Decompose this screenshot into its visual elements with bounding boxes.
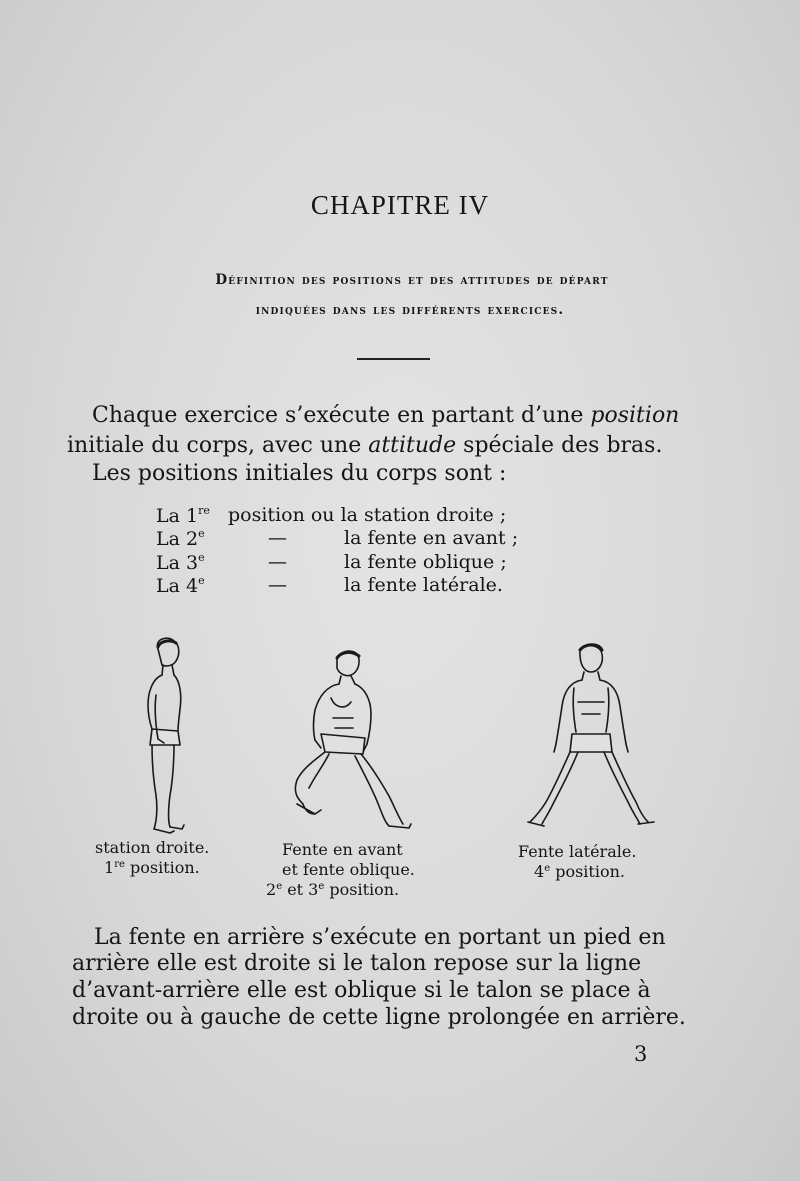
caption-2-line-1: Fente en avant — [282, 840, 403, 859]
position-3-label: La 3e — [156, 551, 205, 574]
caption-1-line-1: station droite. — [95, 838, 210, 857]
position-2-dash: — — [268, 527, 287, 549]
chapter-title: CHAPITRE IV — [310, 190, 490, 220]
intro-line-2: initiale du corps, avec une attitude spéciale des bras. — [67, 433, 663, 458]
caption-2-line-2: et fente oblique. — [282, 860, 415, 879]
caption-1-line-2: 1re position. — [104, 858, 200, 877]
position-4-dash: — — [268, 574, 287, 596]
position-1-label: La 1re — [156, 504, 210, 527]
caption-3-line-2: 4e position. — [534, 862, 625, 881]
position-2-label: La 2e — [156, 527, 205, 550]
station-droite-illustration — [130, 635, 200, 840]
fente-laterale-illustration — [520, 640, 660, 830]
chapter-subtitle-line-1: Définition des positions et des attitudes de départ — [215, 272, 609, 288]
page-number: 3 — [634, 1042, 648, 1066]
caption-3-line-1: Fente latérale. — [518, 842, 637, 861]
paragraph-line-4: droite ou à gauche de cette ligne prolongée en arrière. — [72, 1005, 686, 1030]
paragraph-line-3: d’avant-arrière elle est oblique si le talon se place à — [72, 978, 651, 1003]
position-1-desc: position ou la station droite ; — [228, 504, 507, 526]
position-4-label: La 4e — [156, 574, 205, 597]
chapter-subtitle-line-2: indiquées dans les différents exercices. — [255, 302, 565, 318]
caption-2-line-3: 2e et 3e position. — [266, 880, 400, 899]
position-4-desc: la fente latérale. — [344, 574, 503, 596]
paragraph-line-2: arrière elle est droite si le talon repose sur la ligne — [72, 951, 642, 976]
fente-en-avant-illustration — [285, 648, 425, 833]
position-3-desc: la fente oblique ; — [344, 551, 507, 573]
position-3-dash: — — [268, 551, 287, 573]
position-2-desc: la fente en avant ; — [344, 527, 519, 549]
intro-line-3: Les positions initiales du corps sont : — [92, 461, 507, 486]
intro-line-1: Chaque exercice s’exécute en partant d’une position — [92, 403, 680, 428]
paragraph-line-1: La fente en arrière s’exécute en portant un pied en — [94, 925, 666, 950]
separator-rule — [357, 358, 430, 360]
